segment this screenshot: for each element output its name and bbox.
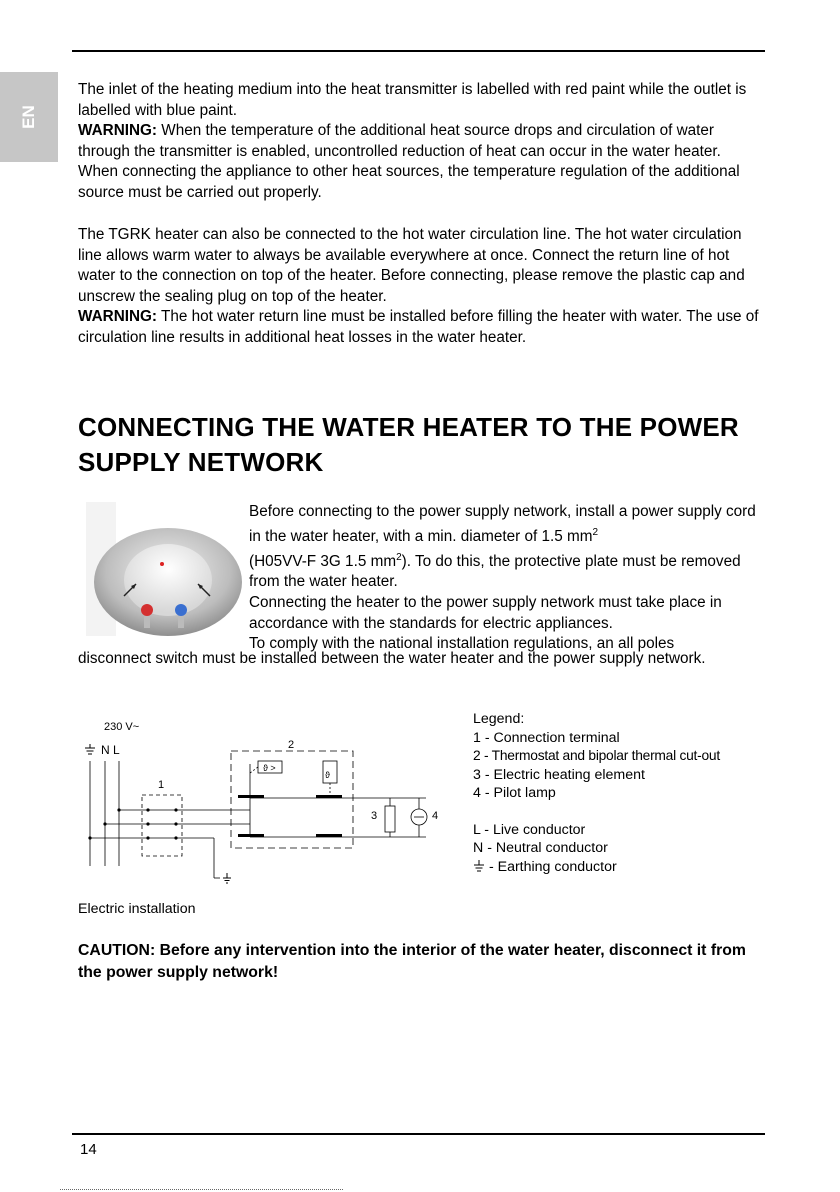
text-segment: ). To do this, the protective plate must be removed from the water heater. [249, 552, 741, 591]
legend-conductor-earth [473, 858, 773, 877]
warning-text: When the temperature of the additional heat source drops and circulation of water through the transmitter is enabled, uncontrolled reduction of heat can occur in the water heater. When connecting the appliance to other heat sources, the temperature regulation of the additional source must be carried out properly. [78, 122, 740, 201]
diagram-caption: Electric installation [78, 901, 196, 917]
section-heading: CONNECTING THE WATER HEATER TO THE POWER SUPPLY NETWORK [78, 412, 739, 477]
footer-dotted-line [60, 1189, 343, 1190]
caution-notice: CAUTION: Before any intervention into the interior of the water heater, disconnect it from the power supply network! [78, 942, 746, 981]
legend-item: 2 - Thermostat and bipolar thermal cut-out [473, 748, 720, 763]
superscript: 2 [592, 526, 599, 538]
paragraph-heat-transmitter [78, 80, 762, 203]
power-supply-text-continued: disconnect switch must be installed between the water heater and the power supply network. [78, 650, 706, 667]
legend-title: Legend: [473, 711, 525, 727]
label-2: 2 [288, 739, 295, 751]
text-segment: (H05VV-F 3G 1.5 mm [249, 552, 397, 570]
language-tab-label: EN [19, 105, 38, 129]
wiring-diagram [78, 706, 468, 896]
legend-item: 3 - Electric heating element [473, 766, 645, 783]
water-heater-image [86, 502, 244, 636]
n-l-label: N L [101, 743, 120, 757]
page-number: 14 [80, 1141, 97, 1158]
label-4: 4 [432, 810, 439, 822]
paragraph-text: The TGRK heater can also be connected to the hot water circulation line. The hot water circulation line allows warm water to always be available everywhere at once. Connect the return line of hot water to the connection on top of the heater. Before connecting, please remove the plastic cap and unscrew the sealing plug on top of the heater. [78, 226, 745, 305]
label-1: 1 [158, 779, 165, 791]
svg-text:ϑ >: ϑ > [263, 763, 276, 773]
warning-label: WARNING: [78, 308, 158, 325]
text-segment: Connecting the heater to the power supply network must take place in accordance with the standards for electric appliances. [249, 594, 722, 632]
voltage-label: 230 V~ [104, 721, 140, 733]
warning-text: The hot water return line must be installed before filling the heater with water. The use of circulation line results in additional heat losses in the water heater. [78, 308, 759, 346]
footer-rule [72, 1133, 765, 1135]
legend-item: 4 - Pilot lamp [473, 785, 556, 801]
legend-conductor-label: - Earthing conductor [485, 858, 617, 875]
legend-conductor: L - Live conductor [473, 821, 586, 838]
power-supply-text [249, 502, 764, 655]
earth-icon [473, 860, 485, 872]
header-rule [72, 50, 765, 52]
legend-item: 1 - Connection terminal [473, 729, 620, 746]
warning-label: WARNING: [78, 122, 158, 139]
svg-text:ϑ: ϑ [325, 770, 330, 780]
text-segment: Before connecting to the power supply network, install a power supply cord in the water heater, with a min. diameter of 1.5 mm [249, 503, 756, 545]
diagram-legend [473, 710, 773, 876]
paragraph-text: The inlet of the heating medium into the heat transmitter is labelled with red paint while the outlet is labelled with blue paint. [78, 81, 747, 119]
language-tab [0, 72, 58, 162]
label-3: 3 [371, 810, 378, 822]
paragraph-circulation-line [78, 225, 762, 348]
text-segment: To comply with the national installation regulations, an all poles [249, 635, 675, 653]
legend-conductor: N - Neutral conductor [473, 840, 608, 856]
earth-symbol-bottom [223, 873, 231, 883]
superscript: 2 [396, 551, 402, 563]
earth-symbol [85, 744, 95, 754]
